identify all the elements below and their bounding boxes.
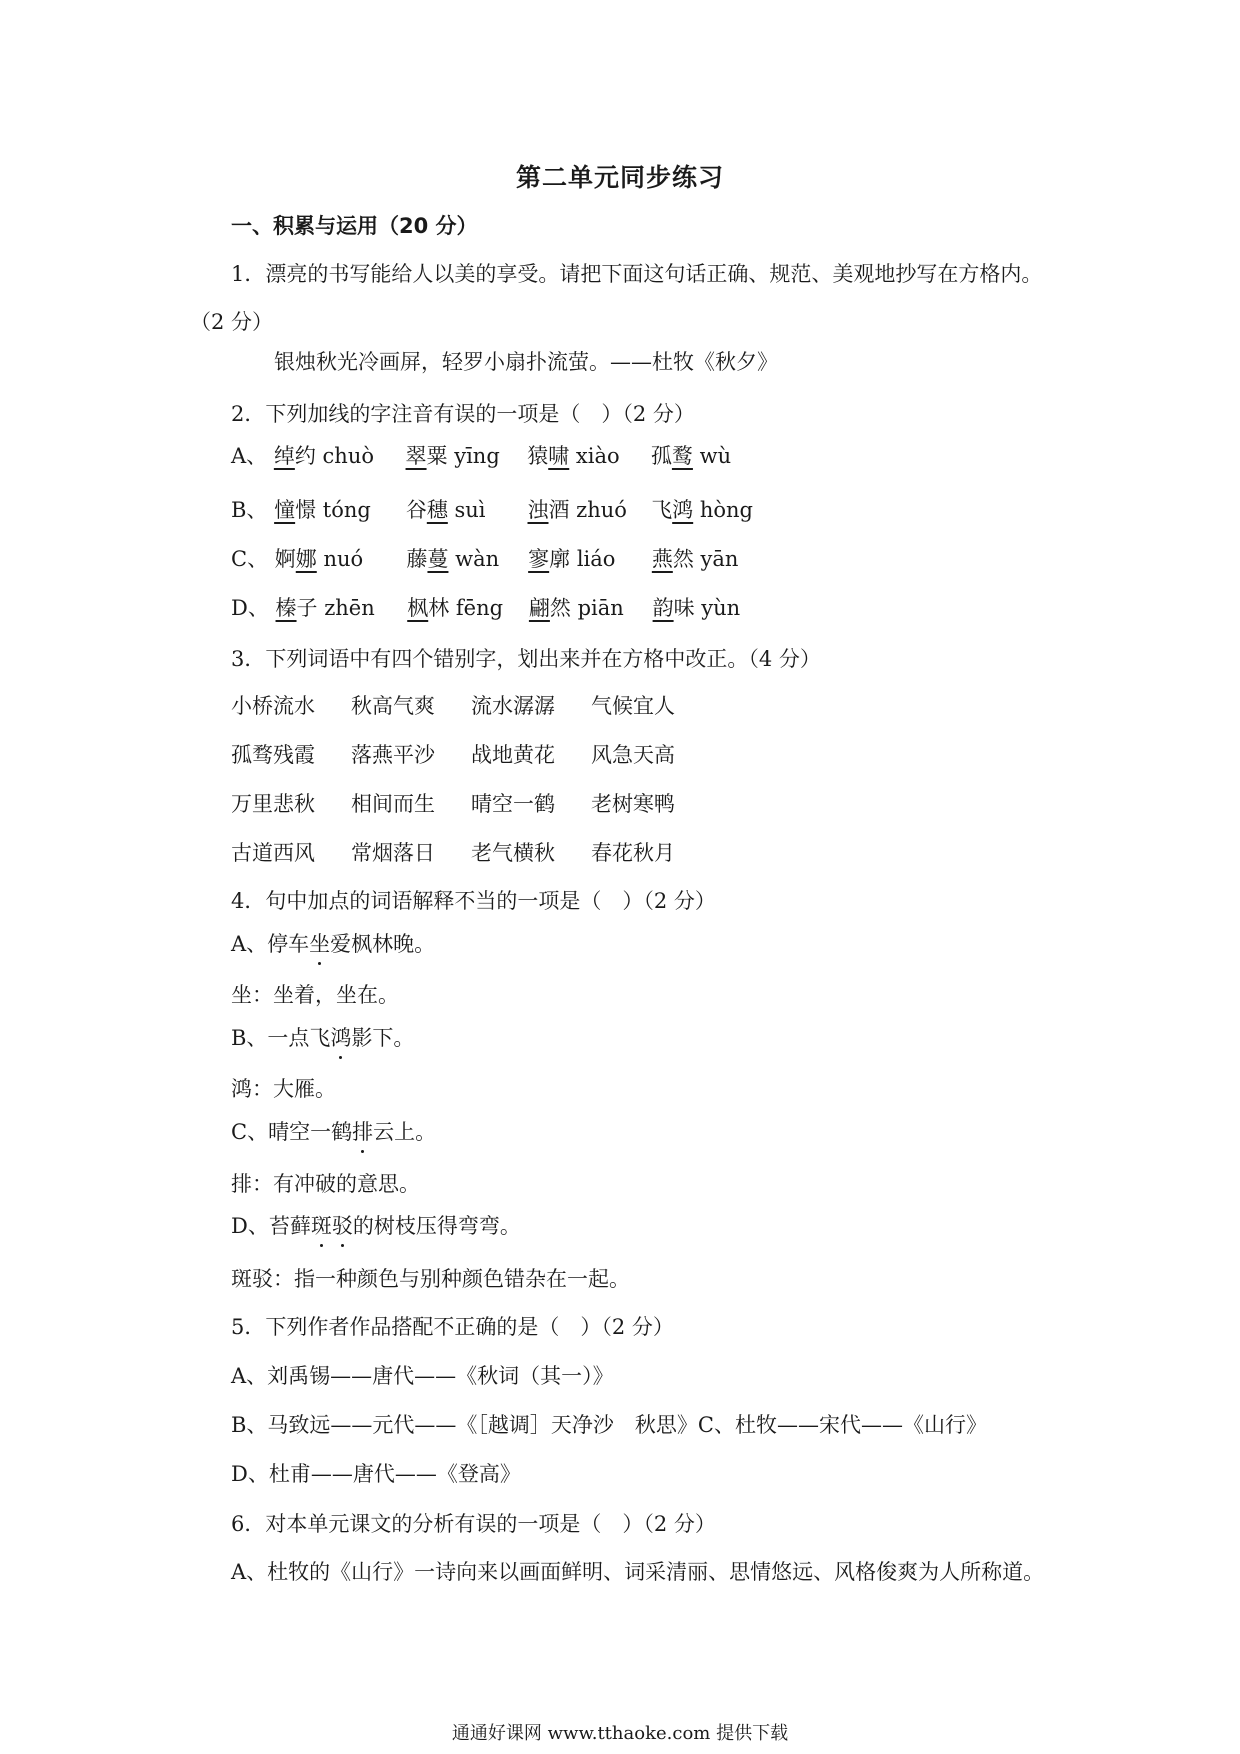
q2-option-d: D、 榛子 zhēn 枫林 fēng 翩然 piān 韵味 yùn bbox=[231, 596, 741, 620]
q5-option-bc: B、马致远——元代——《［越调］天净沙 秋思》C、杜牧——宋代——《山行》 bbox=[231, 1413, 987, 1437]
word: 气候宜人 bbox=[591, 694, 675, 718]
option-label: B、 bbox=[231, 498, 268, 522]
q5-option-a: A、刘禹锡——唐代——《秋词（其一）》 bbox=[231, 1364, 614, 1388]
word: 战地黄花 bbox=[471, 743, 555, 767]
word: 秋高气爽 bbox=[351, 694, 435, 718]
word: 古道西风 bbox=[231, 841, 315, 865]
q3-stem: 3．下列词语中有四个错别字，划出来并在方格中改正。（4 分） bbox=[231, 647, 821, 671]
q6-option-a: A、杜牧的《山行》一诗向来以画面鲜明、词采清丽、思情悠远、风格俊爽为人所称道。 bbox=[231, 1560, 1045, 1584]
word: 春花秋月 bbox=[591, 841, 675, 865]
dotted-char: 斑 bbox=[310, 1214, 332, 1238]
q2-option-a: A、 绰约 chuò 翠粟 yīng 猿啸 xiào 孤鹜 wù bbox=[231, 444, 732, 468]
underlined-char: 韵 bbox=[652, 596, 674, 620]
q1-quote: 银烛秋光冷画屏，轻罗小扇扑流萤。——杜牧《秋夕》 bbox=[274, 350, 778, 374]
q5-stem: 5．下列作者作品搭配不正确的是（ ）（2 分） bbox=[231, 1315, 674, 1339]
q4-option-c: C、晴空一鹤排云上。 bbox=[231, 1120, 437, 1144]
section-heading: 一、积累与运用（20 分） bbox=[231, 214, 478, 238]
q4-stem: 4．句中加点的词语解释不当的一项是（ ）（2 分） bbox=[231, 889, 716, 913]
q4-option-a: A、停车坐爱枫林晚。 bbox=[231, 932, 436, 956]
underlined-char: 浊 bbox=[527, 498, 549, 522]
q3-word-row bbox=[231, 739, 711, 769]
underlined-char: 啸 bbox=[548, 444, 570, 468]
underlined-char: 憧 bbox=[274, 498, 296, 522]
dotted-char: 鸿 bbox=[330, 1026, 352, 1050]
underlined-char: 榛 bbox=[275, 596, 297, 620]
q4-option-c-explanation: 排：有冲破的意思。 bbox=[231, 1172, 420, 1196]
word: 老树寒鸭 bbox=[591, 792, 675, 816]
underlined-char: 鹜 bbox=[671, 444, 693, 468]
q4-option-a-explanation: 坐：坐着，坐在。 bbox=[231, 983, 399, 1007]
q3-word-row bbox=[231, 837, 711, 867]
option-label: C、 bbox=[231, 547, 269, 571]
word: 老气横秋 bbox=[471, 841, 555, 865]
word: 小桥流水 bbox=[231, 694, 315, 718]
q1-stem: 1．漂亮的书写能给人以美的享受。请把下面这句话正确、规范、美观地抄写在方格内。 bbox=[231, 262, 1043, 286]
word: 晴空一鹤 bbox=[471, 792, 555, 816]
word: 孤骛残霞 bbox=[231, 743, 315, 767]
underlined-char: 穗 bbox=[426, 498, 448, 522]
q6-stem: 6．对本单元课文的分析有误的一项是（ ）（2 分） bbox=[231, 1512, 716, 1536]
q4-option-d: D、苔藓斑驳的树枝压得弯弯。 bbox=[231, 1214, 521, 1238]
page-title: 第二单元同步练习 bbox=[515, 163, 724, 192]
word: 万里悲秋 bbox=[231, 792, 315, 816]
q4-option-b-explanation: 鸿：大雁。 bbox=[231, 1077, 336, 1101]
word: 流水潺潺 bbox=[471, 694, 555, 718]
dotted-char: 排 bbox=[352, 1120, 374, 1144]
dotted-char: 坐 bbox=[309, 932, 331, 956]
underlined-char: 翩 bbox=[528, 596, 550, 620]
q3-word-row bbox=[231, 690, 711, 720]
option-label: A、 bbox=[231, 444, 268, 468]
q2-stem: 2．下列加线的字注音有误的一项是（ ）（2 分） bbox=[231, 402, 695, 426]
word: 落燕平沙 bbox=[351, 743, 435, 767]
q4-option-d-explanation: 斑驳：指一种颜色与别种颜色错杂在一起。 bbox=[231, 1267, 630, 1291]
underlined-char: 绰 bbox=[273, 444, 295, 468]
underlined-char: 娜 bbox=[295, 547, 317, 571]
word: 相间而生 bbox=[351, 792, 435, 816]
word: 常烟落日 bbox=[351, 841, 435, 865]
q1-score: （2 分） bbox=[190, 310, 274, 334]
underlined-char: 枫 bbox=[407, 596, 429, 620]
underlined-char: 蔓 bbox=[427, 547, 449, 571]
q2-option-b: B、 憧憬 tóng 谷穗 suì 浊酒 zhuó 飞鸿 hòng bbox=[231, 498, 753, 522]
underlined-char: 翠 bbox=[405, 444, 427, 468]
underlined-char: 寥 bbox=[528, 547, 550, 571]
q5-option-d: D、杜甫——唐代——《登高》 bbox=[231, 1462, 521, 1486]
footer-source: 通通好课网 www.tthaoke.com 提供下载 bbox=[451, 1723, 789, 1744]
q2-option-c: C、 婀娜 nuó 藤蔓 wàn 寥廓 liáo 燕然 yān bbox=[231, 547, 739, 571]
underlined-char: 燕 bbox=[651, 547, 673, 571]
word: 风急天高 bbox=[591, 743, 675, 767]
q3-word-row bbox=[231, 788, 711, 818]
option-label: D、 bbox=[231, 596, 269, 620]
q4-option-b: B、一点飞鸿影下。 bbox=[231, 1026, 415, 1050]
underlined-char: 鸿 bbox=[672, 498, 694, 522]
dotted-char: 驳 bbox=[331, 1214, 353, 1238]
